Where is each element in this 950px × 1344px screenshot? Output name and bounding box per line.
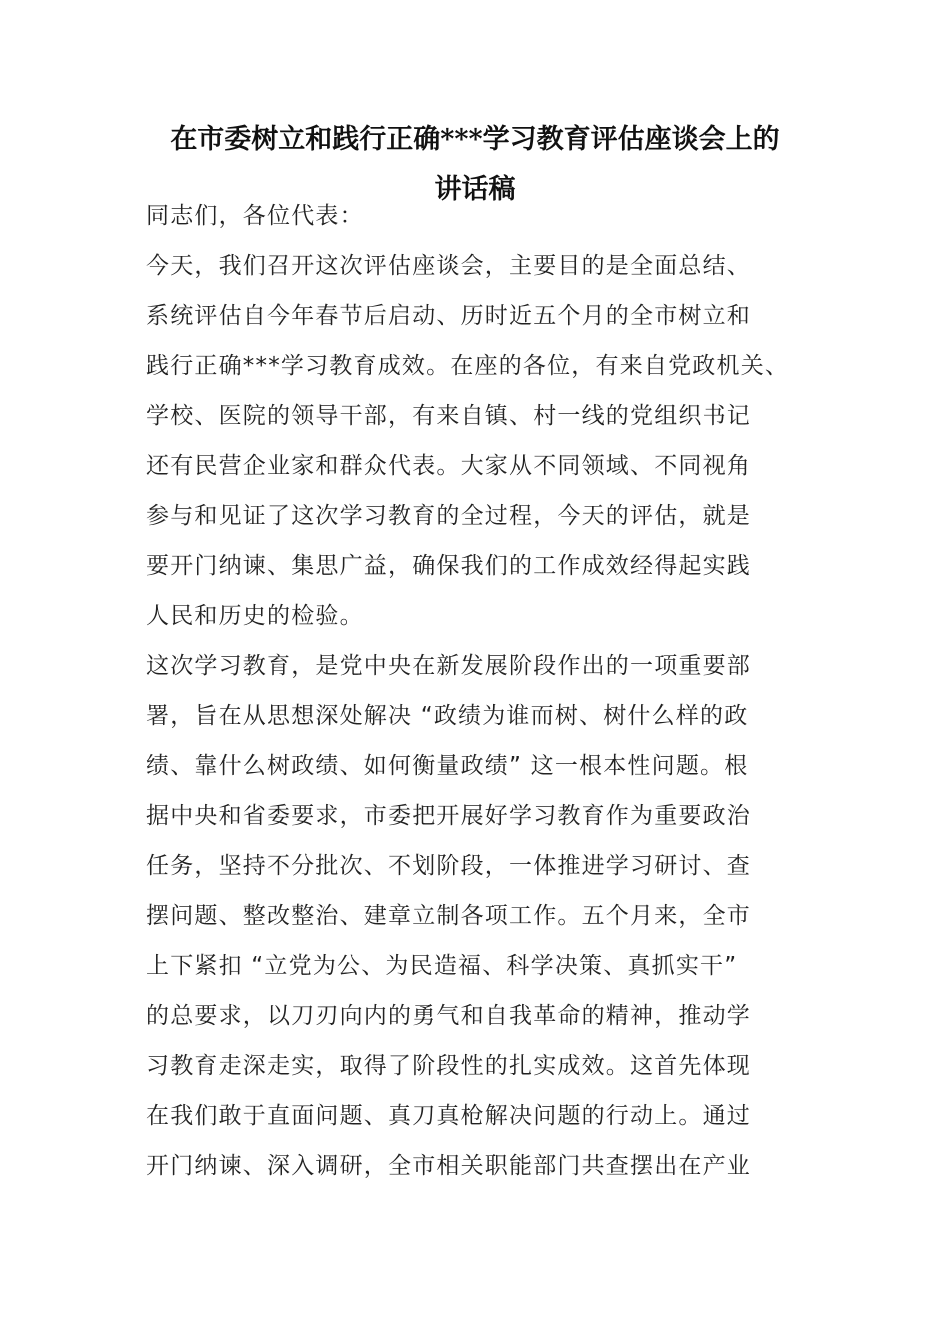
paragraph-line: 要开门纳谏、集思广益，确保我们的工作成效经得起实践: [146, 553, 751, 579]
salutation-line: 同志们，各位代表：: [146, 203, 364, 229]
paragraph-line: 还有民营企业家和群众代表。大家从不同领域、不同视角: [146, 453, 751, 479]
paragraph-line: 践行正确***学习教育成效。在座的各位，有来自党政机关、: [146, 353, 790, 379]
paragraph-line: 系统评估自今年春节后启动、历时近五个月的全市树立和: [146, 303, 751, 329]
paragraph-line: 上下紧扣 “立党为公、为民造福、科学决策、真抓实干”: [146, 953, 738, 979]
paragraph-line: 参与和见证了这次学习教育的全过程，今天的评估，就是: [146, 503, 751, 529]
paragraph-line: 在我们敢于直面问题、真刀真枪解决问题的行动上。通过: [146, 1103, 751, 1129]
paragraph-line: 这次学习教育，是党中央在新发展阶段作出的一项重要部: [146, 653, 751, 679]
paragraph-line: 今天，我们召开这次评估座谈会，主要目的是全面总结、: [146, 253, 751, 279]
paragraph-line: 署，旨在从思想深处解决 “政绩为谁而树、树什么样的政: [146, 703, 749, 729]
paragraph-line: 据中央和省委要求，市委把开展好学习教育作为重要政治: [146, 803, 751, 829]
paragraph-line: 开门纳谏、深入调研，全市相关职能部门共查摆出在产业: [146, 1153, 751, 1179]
paragraph-line: 的总要求，以刀刃向内的勇气和自我革命的精神，推动学: [146, 1003, 751, 1029]
paragraph-line: 任务，坚持不分批次、不划阶段，一体推进学习研讨、查: [146, 853, 751, 879]
paragraph-line: 学校、医院的领导干部，有来自镇、村一线的党组织书记: [146, 403, 751, 429]
title-line-1: 在市委树立和践行正确***学习教育评估座谈会上的: [170, 124, 780, 155]
paragraph-line: 摆问题、整改整治、建章立制各项工作。五个月来，全市: [146, 903, 751, 929]
title-line-2: 讲话稿: [434, 174, 516, 205]
paragraph-line: 习教育走深走实，取得了阶段性的扎实成效。这首先体现: [146, 1053, 751, 1079]
paragraph-line: 人民和历史的检验。: [146, 603, 364, 629]
paragraph-line: 绩、靠什么树政绩、如何衡量政绩” 这一根本性问题。根: [146, 753, 749, 779]
